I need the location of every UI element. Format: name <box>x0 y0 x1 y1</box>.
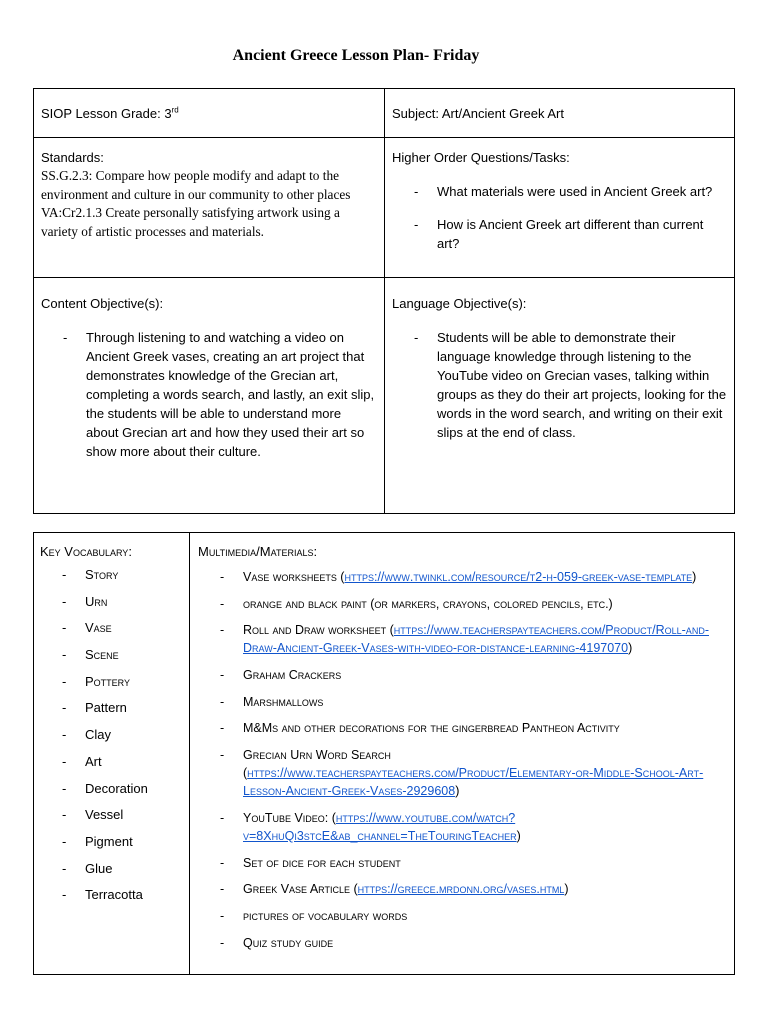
vocab-materials-table <box>33 532 735 975</box>
hoq-cell <box>385 138 735 278</box>
material-text: pictures of vocabulary words <box>243 908 408 923</box>
page-title: Ancient Greece Lesson Plan- Friday <box>232 47 480 64</box>
vocab-item: - Art <box>40 749 183 776</box>
standard-item: SS.G.2.3: Compare how people modify and adapt to the environment and culture in our community to other places <box>41 168 351 202</box>
material-link[interactable]: https://www.teacherspayteachers.com/Product/Elementary-or-Middle-School-Art-Lesson-Ancient-Greek-Vases-2929608 <box>243 766 704 799</box>
vocab-item: - Glue <box>40 856 183 883</box>
material-item <box>198 854 726 872</box>
vocab-item: - Story <box>40 562 183 589</box>
hoq-heading: Higher Order Questions/Tasks: <box>392 150 570 165</box>
standard-item: VA:Cr2.1.3 Create personally satisfying artwork using a variety of artistic processes and materials. <box>41 205 340 239</box>
subject-cell <box>385 89 735 138</box>
vocab-item: - Pottery <box>40 669 183 696</box>
material-text-close: ) <box>455 784 460 799</box>
language-objective-list <box>392 328 727 442</box>
language-objective-heading: Language Objective(s): <box>392 296 527 311</box>
material-text-close: ) <box>516 828 521 843</box>
material-item <box>198 719 726 737</box>
language-objective-cell <box>385 278 735 514</box>
grade-label: SIOP Lesson Grade: 3 <box>41 106 172 121</box>
material-text: Roll and Draw worksheet ( <box>243 623 394 638</box>
material-link[interactable]: https://greece.mrdonn.org/vases.html <box>357 882 565 897</box>
vocab-item: - Clay <box>40 722 183 749</box>
material-text: YouTube Video: ( <box>243 810 336 825</box>
vocab-item: - Pigment <box>40 829 183 856</box>
material-text-close: ) <box>628 641 633 656</box>
content-objective-cell <box>34 278 385 514</box>
material-text: Set of dice for each student <box>243 855 401 870</box>
hoq-item: - What materials were used in Ancient Greek art? <box>392 182 727 201</box>
vocab-item: - Decoration <box>40 776 183 803</box>
content-objective-heading: Content Objective(s): <box>41 296 164 311</box>
material-link[interactable]: https://www.twinkl.com/resource/t2-h-059-greek-vase-template <box>344 570 693 584</box>
vocabulary-list <box>40 562 183 909</box>
material-item <box>198 693 726 711</box>
material-item <box>198 934 726 952</box>
material-item <box>198 568 726 586</box>
material-item <box>198 880 726 898</box>
material-text: Marshmallows <box>243 694 324 709</box>
hoq-list <box>392 182 727 253</box>
material-item <box>198 809 726 845</box>
grade-cell <box>34 89 385 138</box>
vocab-item: - Vessel <box>40 802 183 829</box>
material-text: Grecian Urn Word Search ( <box>243 748 391 781</box>
material-text: orange and black paint (or markers, crayons, colored pencils, etc.) <box>243 596 613 611</box>
material-text-close: ) <box>692 570 697 584</box>
material-text: Vase worksheets ( <box>243 570 345 584</box>
material-text: M&Ms and other decorations for the gingerbread Pantheon Activity <box>243 721 620 736</box>
material-item <box>198 595 726 613</box>
vocab-item: - Terracotta <box>40 882 183 909</box>
lesson-info-table <box>33 88 735 514</box>
material-item <box>198 666 726 684</box>
material-link[interactable]: https://www.teacherspayteachers.com/Product/Roll-and-Draw-Ancient-Greek-Vases-with-video-for-distance-learning-4197070 <box>243 623 709 656</box>
subject-text: Subject: Art/Ancient Greek Art <box>392 106 564 121</box>
materials-heading: Multimedia/Materials: <box>198 544 318 559</box>
vocab-item: - Urn <box>40 589 183 616</box>
vocab-item: - Pattern <box>40 695 183 722</box>
material-item <box>198 621 726 657</box>
material-item <box>198 746 726 800</box>
standards-cell <box>34 138 385 278</box>
vocabulary-heading: Key Vocabulary: <box>40 544 132 559</box>
material-link[interactable]: https://www.youtube.com/watch?v=8XhuQi3stcE&ab_channel=TheTouringTeacher <box>243 810 517 843</box>
vocabulary-cell <box>34 533 190 975</box>
vocab-item: - Scene <box>40 642 183 669</box>
vocab-item: - Vase <box>40 615 183 642</box>
language-objective-text: - Students will be able to demonstrate their language knowledge through listening to the YouTube video on Grecian vases, talking within groups as they do their art projects, looking for the words in the word search, and writing on their exit slips at the end of class. <box>392 328 727 442</box>
hoq-item: - How is Ancient Greek art different than current art? <box>392 215 727 253</box>
material-item <box>198 907 726 925</box>
material-text-close: ) <box>564 882 569 897</box>
material-text: Quiz study guide <box>243 935 334 950</box>
material-text: Greek Vase Article ( <box>243 882 358 897</box>
standards-heading: Standards: <box>41 150 104 165</box>
content-objective-list <box>41 328 377 461</box>
materials-list <box>198 568 726 952</box>
content-objective-text: - Through listening to and watching a video on Ancient Greek vases, creating an art project that demonstrates knowledge of the Grecian art, completing a words search, and lastly, an exit slip, the students will be able to understand more about Grecian art and how they used their art so show more about their culture. <box>41 328 377 461</box>
materials-cell <box>190 533 735 975</box>
grade-superscript: rd <box>171 105 179 115</box>
material-text: Graham Crackers <box>243 668 342 683</box>
